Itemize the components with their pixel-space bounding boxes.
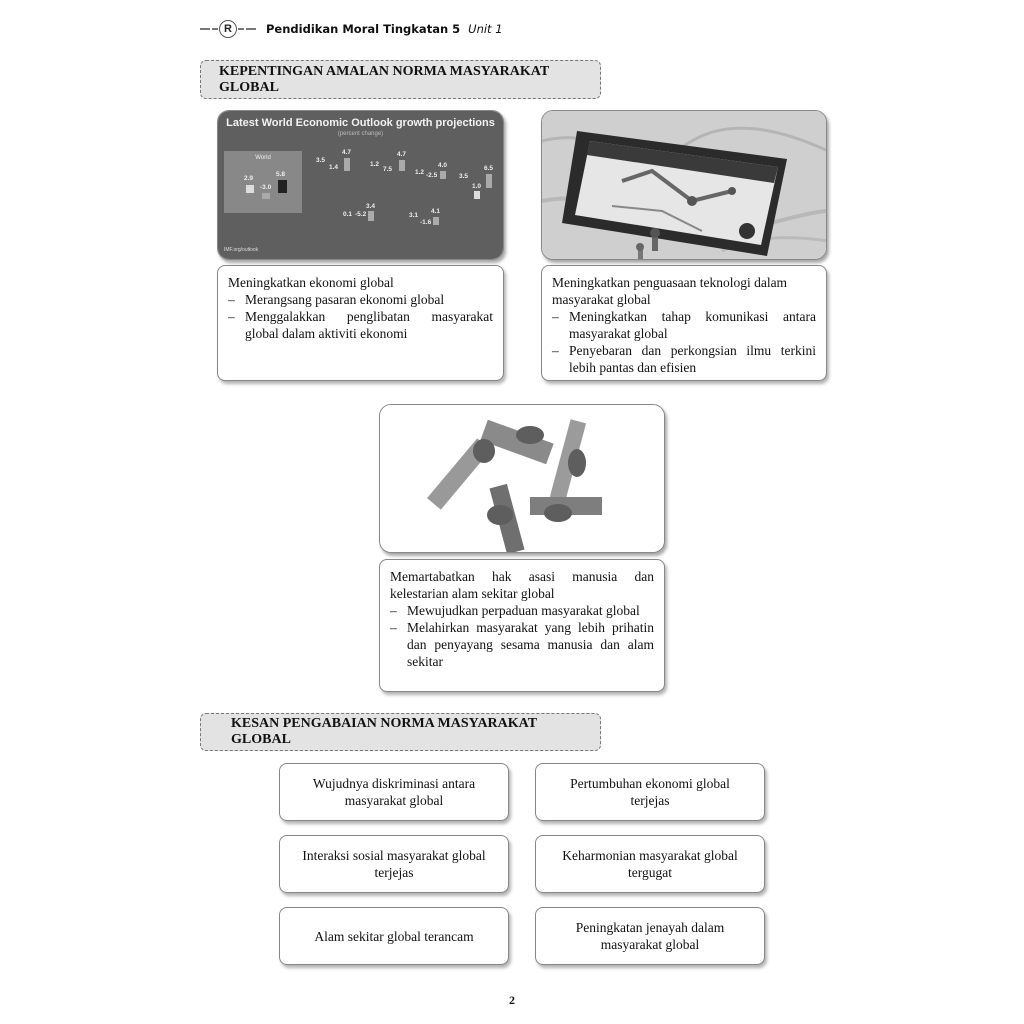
interlocking-hands-image xyxy=(379,404,665,553)
section-title: KESAN PENGABAIAN NORMA MASYARAKAT GLOBAL xyxy=(231,716,537,747)
section-title: KEPENTINGAN AMALAN NORMA MASYARAKAT GLOBAL xyxy=(219,63,549,95)
effect-box-5 xyxy=(279,907,509,965)
bullet-dash: – xyxy=(390,603,397,618)
section-heading-importance xyxy=(200,60,601,99)
group6-v3: 4.1 xyxy=(431,208,441,215)
group4-v3: 6.5 xyxy=(484,165,494,172)
card-technology-bullet-2 xyxy=(552,342,816,376)
card-economy-bullet-1 xyxy=(228,291,493,308)
group3-v3: 4.0 xyxy=(438,162,448,169)
section-heading-effects xyxy=(200,713,601,751)
effect-box-4 xyxy=(535,835,765,893)
bullet-text: Menggalakkan penglibatan masyarakat global dalam aktiviti ekonomi xyxy=(245,309,493,341)
group3-v2: -2.5 xyxy=(426,172,438,179)
world-value-2020: -3.0 xyxy=(260,184,272,191)
bullet-text: Merangsang pasaran ekonomi global xyxy=(245,292,445,307)
interlocking-hands-illustration xyxy=(380,405,665,553)
card-technology xyxy=(541,265,827,381)
effect-text: Wujudnya diskriminasi antara masyarakat global xyxy=(312,776,476,808)
effect-text: Keharmonian masyarakat global tergugat xyxy=(562,848,738,880)
bullet-text: Meningkatkan tahap komunikasi antara masyarakat global xyxy=(569,309,816,341)
card-human-rights-bullet-1 xyxy=(390,602,654,619)
effect-text: Peningkatan jenayah dalam masyarakat global xyxy=(575,920,725,952)
group2-v3: 4.7 xyxy=(397,151,407,158)
card-technology-bullet-1 xyxy=(552,308,816,342)
bullet-dash: – xyxy=(552,343,559,358)
unit-label: Unit 1 xyxy=(468,22,503,36)
group6-v2: -1.6 xyxy=(420,219,432,226)
group1-v3: 4.7 xyxy=(342,149,352,156)
group6-v1: 3.1 xyxy=(409,212,419,219)
chart-image-subtitle: (percent change) xyxy=(337,131,384,137)
chart-image-title: Latest World Economic Outlook growth projections xyxy=(226,117,495,129)
effect-box-6 xyxy=(535,907,765,965)
group4-v2: 1.0 xyxy=(472,183,482,190)
effect-text: Pertumbuhan ekonomi global terjejas xyxy=(570,776,730,808)
effect-text: Interaksi sosial masyarakat global terjejas xyxy=(302,848,486,880)
group2-v2: 7.5 xyxy=(383,166,393,173)
card-economy-bullet-2 xyxy=(228,308,493,342)
running-header xyxy=(200,18,503,40)
card-human-rights-heading: Memartabatkan hak asasi manusia dan kelestarian alam sekitar global xyxy=(390,569,654,601)
effect-box-1 xyxy=(279,763,509,821)
card-technology-heading: Meningkatkan penguasaan teknologi dalam masyarakat global xyxy=(552,275,788,307)
bullet-text: Mewujudkan perpaduan masyarakat global xyxy=(407,603,640,618)
book-title: Pendidikan Moral Tingkatan 5 xyxy=(266,22,461,36)
card-economy xyxy=(217,265,504,381)
group3-v1: 1.2 xyxy=(415,169,425,176)
smartphone-map-illustration xyxy=(542,111,827,260)
bullet-dash: – xyxy=(552,309,559,324)
group5-v2: -5.2 xyxy=(355,211,367,218)
bullet-text: Melahirkan masyarakat yang lebih prihatin dan penyayang sesama manusia dan alam sekitar xyxy=(407,620,654,669)
world-value-2021: 5.8 xyxy=(276,171,286,178)
group2-v1: 1.2 xyxy=(370,161,380,168)
group5-v1: 0.1 xyxy=(343,211,353,218)
card-human-rights xyxy=(379,559,665,692)
effect-box-3 xyxy=(279,835,509,893)
page-number: 2 xyxy=(509,993,515,1007)
group4-v1: 3.5 xyxy=(459,173,469,180)
publisher-logo: R xyxy=(200,20,256,38)
group5-v3: 3.4 xyxy=(366,203,376,210)
smartphone-map-image xyxy=(541,110,827,260)
card-economy-heading: Meningkatkan ekonomi global xyxy=(228,275,394,290)
group1-v1: 3.5 xyxy=(316,157,326,164)
world-value-2019: 2.9 xyxy=(244,175,254,182)
world-label: World xyxy=(255,155,271,161)
bullet-dash: – xyxy=(390,620,397,635)
effect-box-2 xyxy=(535,763,765,821)
economic-outlook-image xyxy=(217,110,504,260)
bullet-text: Penyebaran dan perkongsian ilmu terkini lebih pantas dan efisien xyxy=(569,343,816,375)
bullet-dash: – xyxy=(228,292,235,307)
bullet-dash: – xyxy=(228,309,235,324)
card-human-rights-bullet-2 xyxy=(390,619,654,670)
effect-text: Alam sekitar global terancam xyxy=(314,928,474,944)
world-panel xyxy=(224,151,302,213)
group1-v2: 1.4 xyxy=(329,164,339,171)
chart-image-source: IMF.org/outlook xyxy=(224,247,259,253)
